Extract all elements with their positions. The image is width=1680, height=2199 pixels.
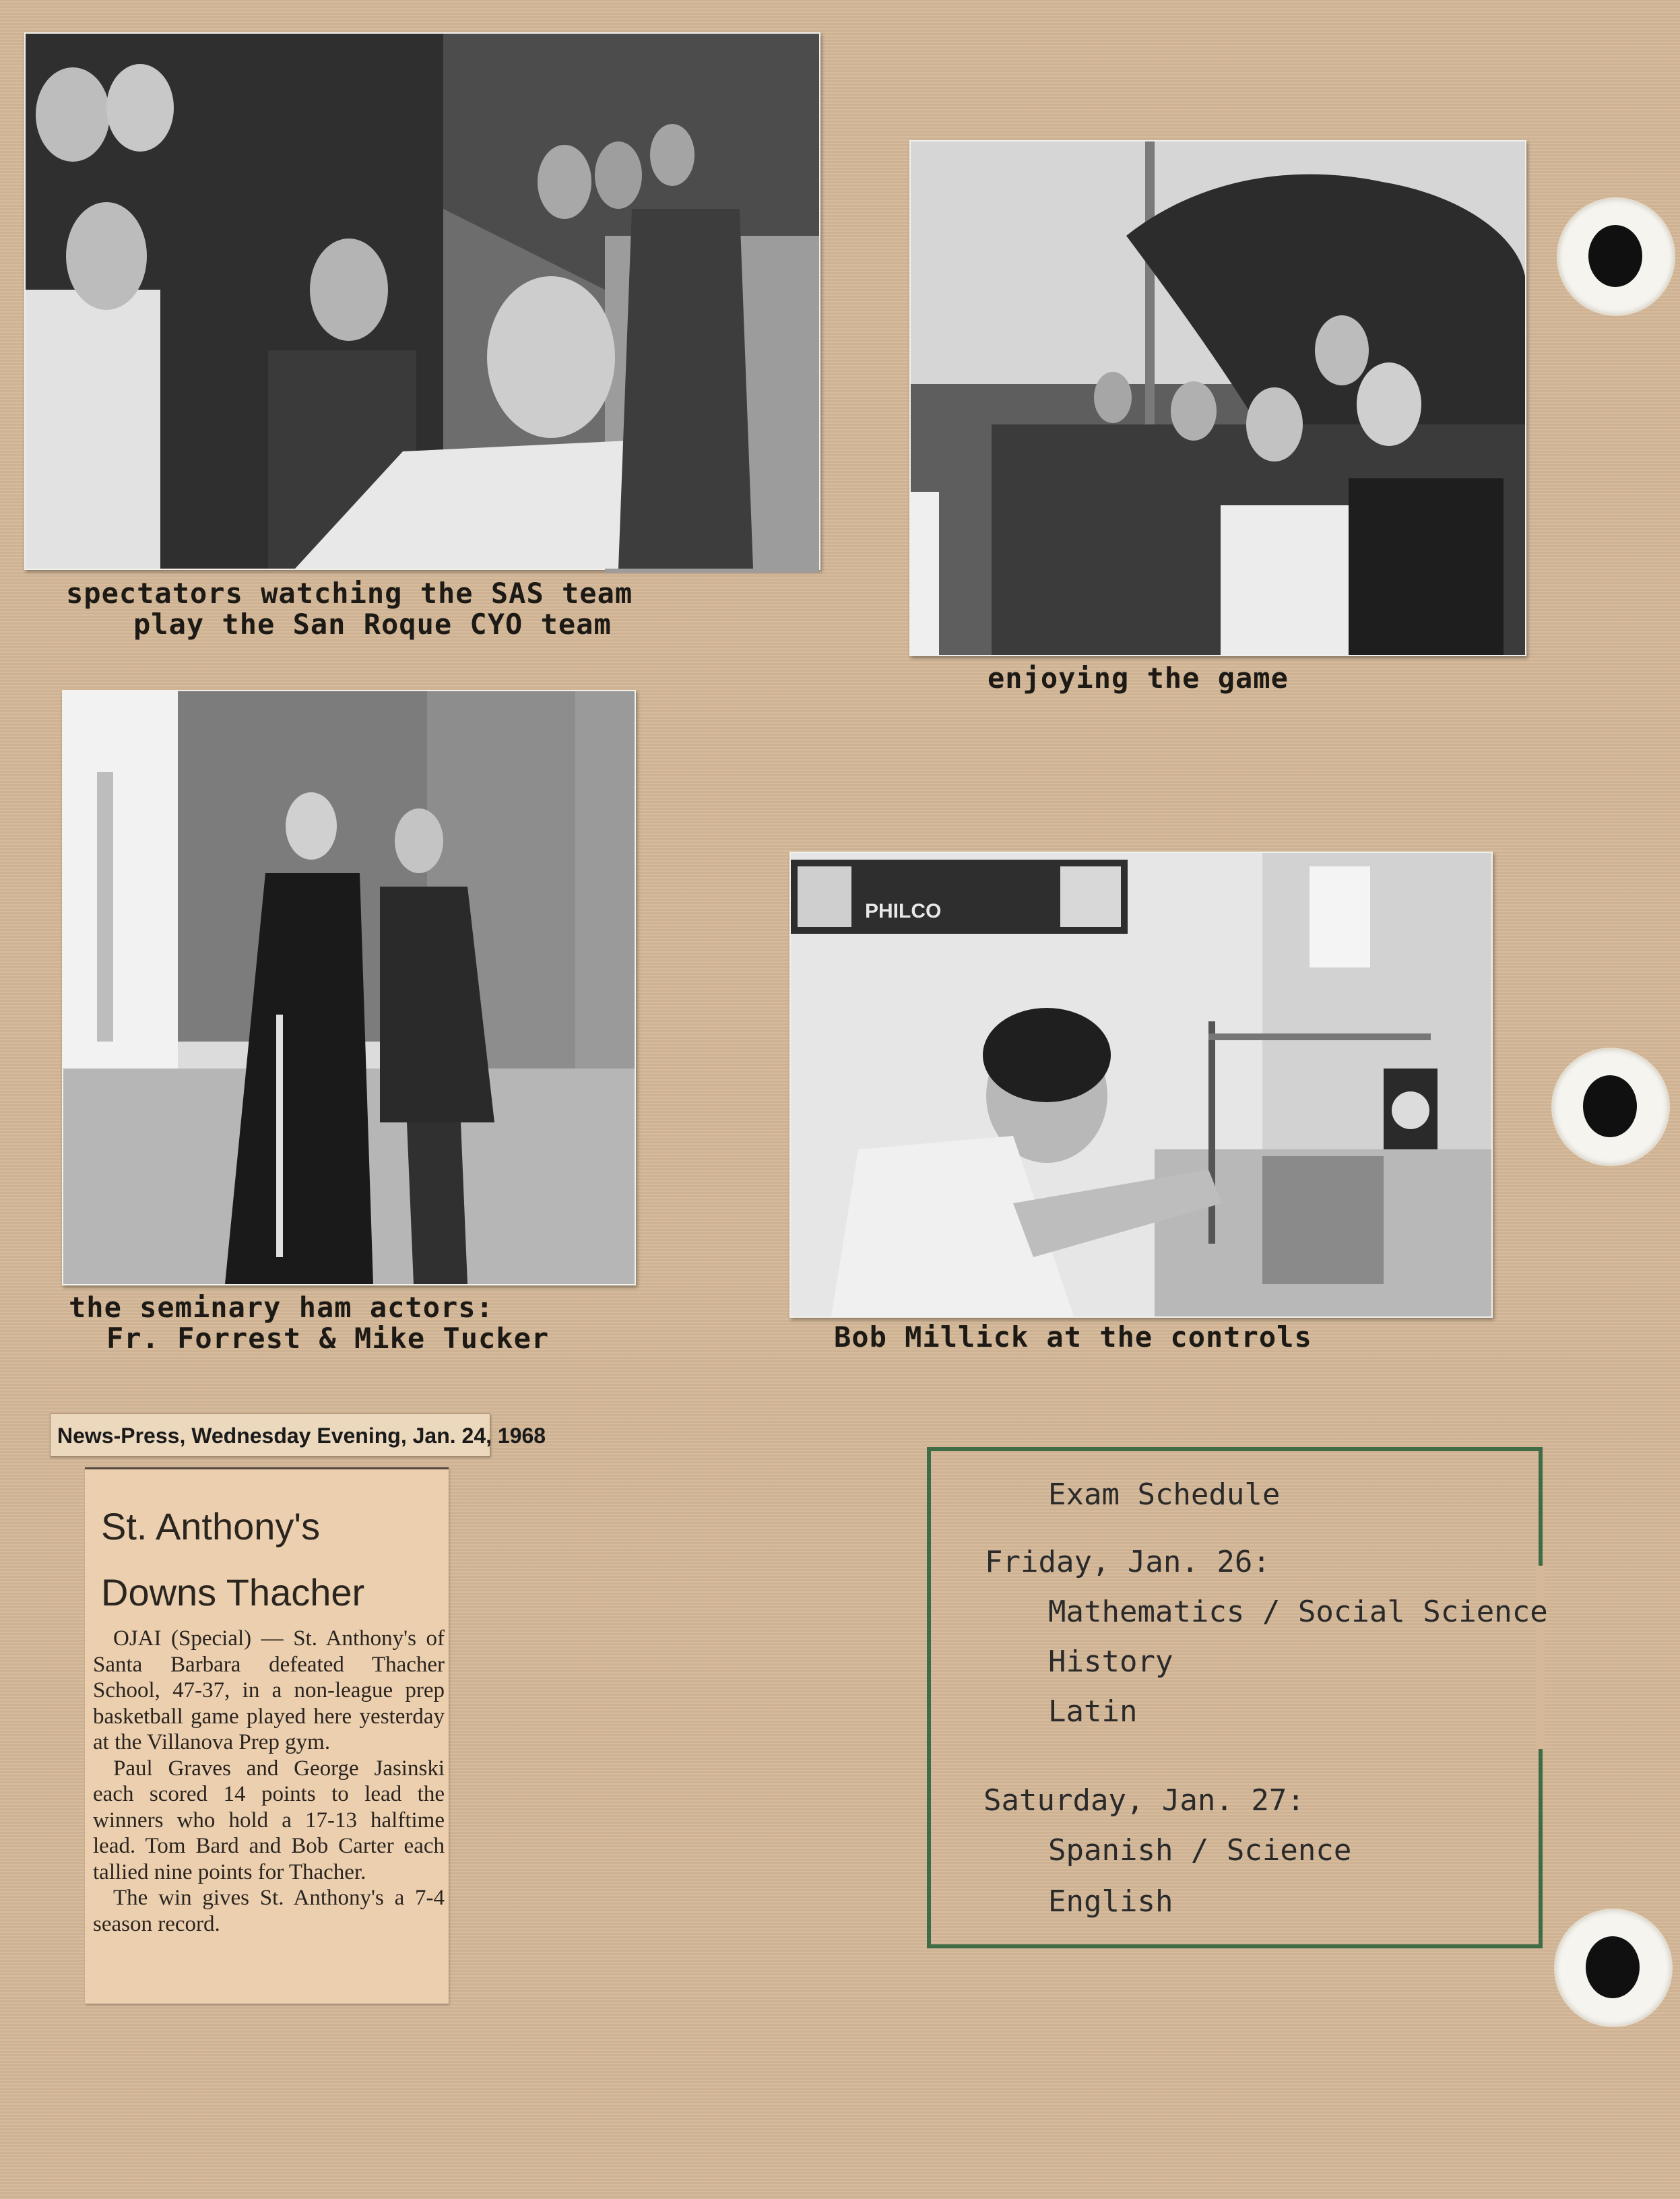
exam-schedule-title: Exam Schedule: [1048, 1477, 1281, 1512]
newspaper-clipping: [85, 1467, 449, 2004]
clipping-body: [93, 1626, 445, 1937]
clipping-headline: [101, 1494, 364, 1626]
caption-spectators-line-2: play the San Roque CYO team: [133, 608, 612, 641]
caption-ham-actors-line-1: the seminary ham actors:: [69, 1291, 494, 1324]
headline-line-1: St. Anthony's: [101, 1505, 321, 1548]
caption-enjoying-game: enjoying the game: [988, 662, 1289, 695]
newspaper-masthead: News-Press, Wednesday Evening, Jan. 24, 1968: [50, 1413, 490, 1457]
clipping-paragraph-1: OJAI (Special) — St. Anthony's of Santa Barbara defeated Thacher School, 47-37, in a non-league prep basketball game played here yesterday at the Villanova Prep gym.: [93, 1626, 445, 1754]
poster-brand-text: PHILCO: [865, 900, 942, 922]
exam-subject-history: History: [1048, 1645, 1173, 1679]
clipping-paragraph-2: Paul Graves and George Jasinski each scored 14 points to lead the winners who hold a 17-13 halftime lead. Tom Bard and Bob Carter each tallied nine points for Thacher.: [93, 1756, 445, 1884]
exam-border-gap: [1537, 1566, 1545, 1749]
exam-subject-english: English: [1048, 1884, 1173, 1919]
photo-radio-controls: [789, 852, 1493, 1318]
exam-subject-latin: Latin: [1048, 1694, 1138, 1729]
headline-line-2: Downs Thacher: [101, 1571, 365, 1614]
caption-spectators-line-1: spectators watching the SAS team: [66, 577, 633, 610]
clipping-paragraph-3: The win gives St. Anthony's a 7-4 season record.: [93, 1886, 445, 1936]
binder-hole-middle: [1553, 1050, 1668, 1164]
binder-hole-bottom: [1556, 1911, 1671, 2025]
exam-schedule-box: [927, 1447, 1548, 1948]
exam-subject-spanish-science: Spanish / Science: [1048, 1833, 1352, 1868]
photo-spectators: [24, 32, 820, 570]
binder-hole-top: [1559, 199, 1673, 314]
caption-radio-controls: Bob Millick at the controls: [834, 1320, 1312, 1353]
exam-subject-math-social: Mathematics / Social Science: [1048, 1595, 1548, 1629]
photo-ham-actors: [62, 690, 636, 1285]
caption-ham-actors-line-2: Fr. Forrest & Mike Tucker: [106, 1322, 550, 1355]
exam-day-friday: Friday, Jan. 26:: [985, 1545, 1270, 1579]
exam-day-saturday: Saturday, Jan. 27:: [983, 1783, 1305, 1818]
photo-enjoying-game: [909, 140, 1526, 656]
